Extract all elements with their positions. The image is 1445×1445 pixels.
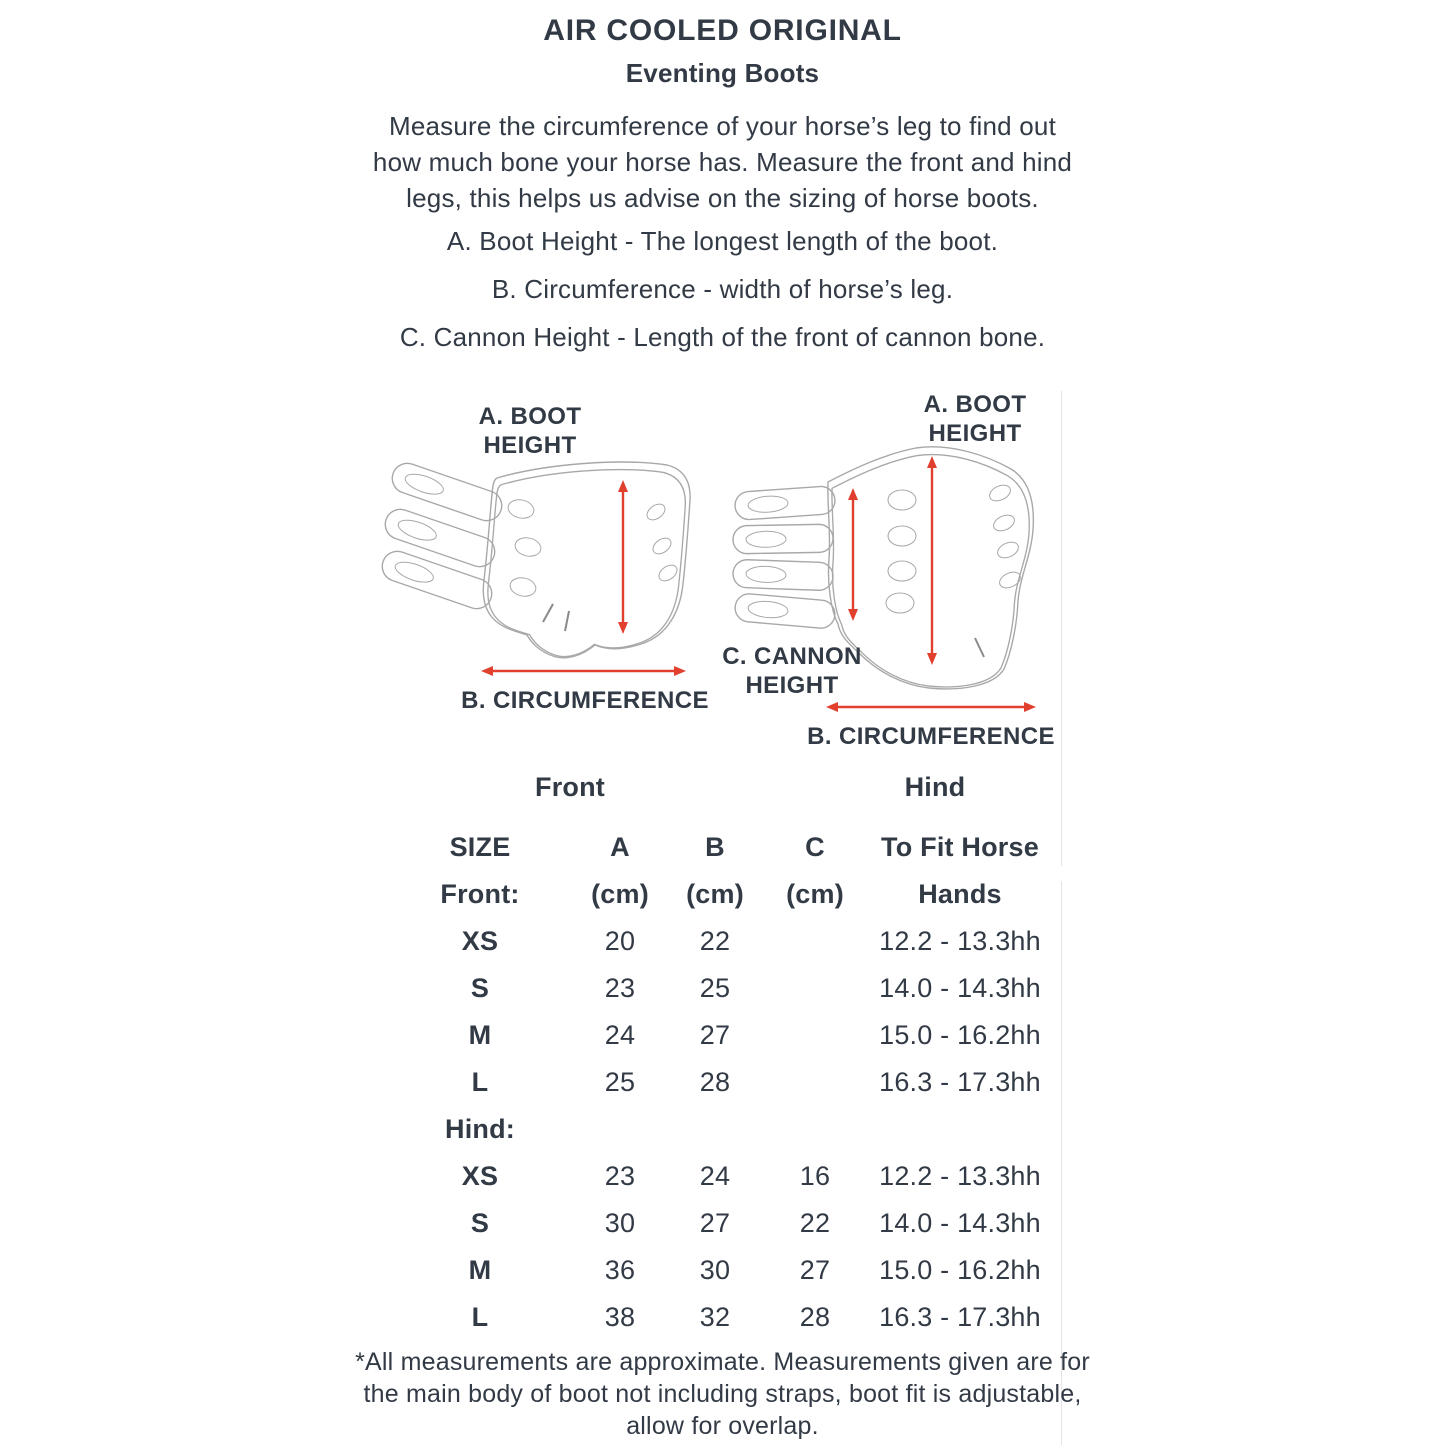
table-cell: 38 bbox=[604, 1302, 636, 1332]
table-cell: 20 bbox=[604, 926, 636, 956]
strap-slot bbox=[746, 566, 787, 583]
hind-circumference-label: B. CIRCUMFERENCE bbox=[807, 723, 1055, 750]
table-cell: 23 bbox=[604, 1161, 636, 1191]
table-cell: (cm) bbox=[591, 879, 649, 909]
footnote-line: the main body of boot not including straps, boot fit is adjustable, bbox=[363, 1380, 1082, 1408]
boot-strap bbox=[733, 524, 833, 554]
table-cell: 30 bbox=[699, 1255, 731, 1285]
table-cell: (cm) bbox=[686, 879, 744, 909]
table-group-labels bbox=[380, 766, 1060, 824]
table-cell: 12.2 - 13.3hh bbox=[879, 926, 1041, 956]
boot-height-arrow bbox=[618, 480, 628, 634]
table-cell: 16 bbox=[799, 1161, 831, 1191]
table-cell: L bbox=[471, 1067, 489, 1097]
vent-hole bbox=[508, 575, 537, 598]
table-cell: 15.0 - 16.2hh bbox=[879, 1020, 1041, 1050]
intro-line: how much bone your horse has. Measure the front and hind bbox=[372, 147, 1073, 177]
table-cell: 14.0 - 14.3hh bbox=[879, 1208, 1041, 1238]
front-boot-height-label: A. BOOT HEIGHT bbox=[478, 403, 582, 459]
vent-hole bbox=[995, 539, 1021, 561]
stitch-mark bbox=[975, 638, 984, 657]
hind-size-row bbox=[380, 1153, 1060, 1200]
table-cell: 23 bbox=[604, 973, 636, 1003]
table-cell: Hind: bbox=[445, 1114, 515, 1144]
table-cell: C bbox=[805, 832, 825, 862]
table-cell: S bbox=[470, 1208, 490, 1238]
boot-strap bbox=[378, 547, 496, 612]
vent-hole bbox=[506, 497, 535, 520]
front-size-row bbox=[380, 918, 1060, 965]
front-boot-diagram bbox=[385, 452, 715, 717]
table-cell: 16.3 - 17.3hh bbox=[879, 1067, 1041, 1097]
vent-hole bbox=[886, 593, 914, 613]
table-cell: M bbox=[468, 1255, 492, 1285]
measurement-definitions bbox=[0, 228, 1445, 372]
front-size-row bbox=[380, 965, 1060, 1012]
vent-hole bbox=[888, 526, 916, 546]
table-cell: Hands bbox=[918, 879, 1002, 909]
vent-hole bbox=[644, 501, 668, 523]
definition-line: A. Boot Height - The longest length of the boot. bbox=[446, 226, 999, 256]
vertical-rule bbox=[1061, 391, 1062, 866]
boot-strap bbox=[734, 593, 836, 630]
table-cell: 28 bbox=[699, 1067, 731, 1097]
strap-slot bbox=[746, 531, 786, 548]
footnote bbox=[0, 1346, 1445, 1442]
vent-hole bbox=[888, 561, 916, 581]
strap-slot bbox=[747, 600, 788, 619]
hind-size-row bbox=[380, 1247, 1060, 1294]
table-cell: M bbox=[468, 1020, 492, 1050]
table-cell: 14.0 - 14.3hh bbox=[879, 973, 1041, 1003]
strap-slot bbox=[403, 470, 446, 498]
hind-column-label: Hind bbox=[904, 772, 966, 802]
table-cell: 27 bbox=[699, 1208, 731, 1238]
cannon-height-arrow bbox=[848, 488, 858, 621]
hind-size-row bbox=[380, 1294, 1060, 1341]
boot-strap bbox=[381, 505, 499, 570]
boot-strap bbox=[388, 459, 506, 524]
strap-slot bbox=[393, 558, 436, 586]
table-cell: 22 bbox=[799, 1208, 831, 1238]
table-cell: 36 bbox=[604, 1255, 636, 1285]
table-cell: B bbox=[705, 832, 725, 862]
page-title: AIR COOLED ORIGINAL bbox=[543, 14, 902, 47]
table-cell: A bbox=[610, 832, 630, 862]
table-cell: 30 bbox=[604, 1208, 636, 1238]
footnote-line: allow for overlap. bbox=[626, 1412, 819, 1440]
definition-line: C. Cannon Height - Length of the front of cannon bone. bbox=[399, 322, 1046, 352]
table-cell: XS bbox=[461, 926, 499, 956]
cannon-height-label: C. CANNON HEIGHT bbox=[722, 643, 862, 699]
vent-hole bbox=[888, 490, 916, 510]
stitch-mark bbox=[565, 611, 569, 631]
footnote-line: *All measurements are approximate. Measurements given are for bbox=[355, 1348, 1090, 1376]
vent-hole bbox=[991, 512, 1017, 534]
table-cell: 24 bbox=[699, 1161, 731, 1191]
size-table bbox=[380, 766, 1060, 1341]
table-header-row bbox=[380, 824, 1060, 871]
intro-line: legs, this helps us advise on the sizing of horse boots. bbox=[406, 183, 1039, 213]
vent-hole bbox=[656, 562, 680, 584]
vent-hole bbox=[987, 482, 1013, 504]
vent-hole bbox=[650, 535, 674, 557]
boot-height-arrow bbox=[927, 456, 937, 665]
circumference-arrow bbox=[481, 666, 686, 676]
boot-strap bbox=[734, 486, 836, 521]
intro-text bbox=[0, 108, 1445, 216]
circumference-arrow bbox=[826, 702, 1036, 712]
table-cell: Front: bbox=[440, 879, 520, 909]
table-cell: S bbox=[470, 973, 490, 1003]
table-cell: 27 bbox=[699, 1020, 731, 1050]
table-cell: 16.3 - 17.3hh bbox=[879, 1302, 1041, 1332]
table-cell: 22 bbox=[699, 926, 731, 956]
size-table-rows bbox=[380, 824, 1060, 1341]
front-size-row bbox=[380, 1059, 1060, 1106]
table-cell: (cm) bbox=[786, 879, 844, 909]
boot-outline bbox=[483, 462, 690, 658]
intro-line: Measure the circumference of your horse’s leg to find out bbox=[388, 111, 1057, 141]
front-size-row bbox=[380, 1012, 1060, 1059]
table-cell: 28 bbox=[799, 1302, 831, 1332]
table-cell: 25 bbox=[699, 973, 731, 1003]
stitch-mark bbox=[543, 604, 553, 622]
strap-slot bbox=[748, 495, 789, 514]
front-column-label: Front bbox=[535, 772, 605, 802]
definition-line: B. Circumference - width of horse’s leg. bbox=[491, 274, 954, 304]
table-cell: 15.0 - 16.2hh bbox=[879, 1255, 1041, 1285]
vent-hole bbox=[513, 535, 542, 558]
page-subtitle: Eventing Boots bbox=[625, 58, 820, 88]
table-cell: 12.2 - 13.3hh bbox=[879, 1161, 1041, 1191]
table-cell: 32 bbox=[699, 1302, 731, 1332]
hind-boot-height-label: A. BOOT HEIGHT bbox=[923, 391, 1027, 447]
table-cell: 27 bbox=[799, 1255, 831, 1285]
strap-slot bbox=[396, 516, 439, 544]
hind-section-row bbox=[380, 1106, 1060, 1153]
table-cell: L bbox=[471, 1302, 489, 1332]
table-cell: 24 bbox=[604, 1020, 636, 1050]
table-cell: XS bbox=[461, 1161, 499, 1191]
table-cell: SIZE bbox=[449, 832, 511, 862]
hind-size-row bbox=[380, 1200, 1060, 1247]
table-cell: To Fit Horse bbox=[881, 832, 1039, 862]
boot-strap bbox=[733, 559, 834, 590]
table-subheader-row bbox=[380, 871, 1060, 918]
table-cell: 25 bbox=[604, 1067, 636, 1097]
front-circumference-label: B. CIRCUMFERENCE bbox=[461, 687, 709, 714]
